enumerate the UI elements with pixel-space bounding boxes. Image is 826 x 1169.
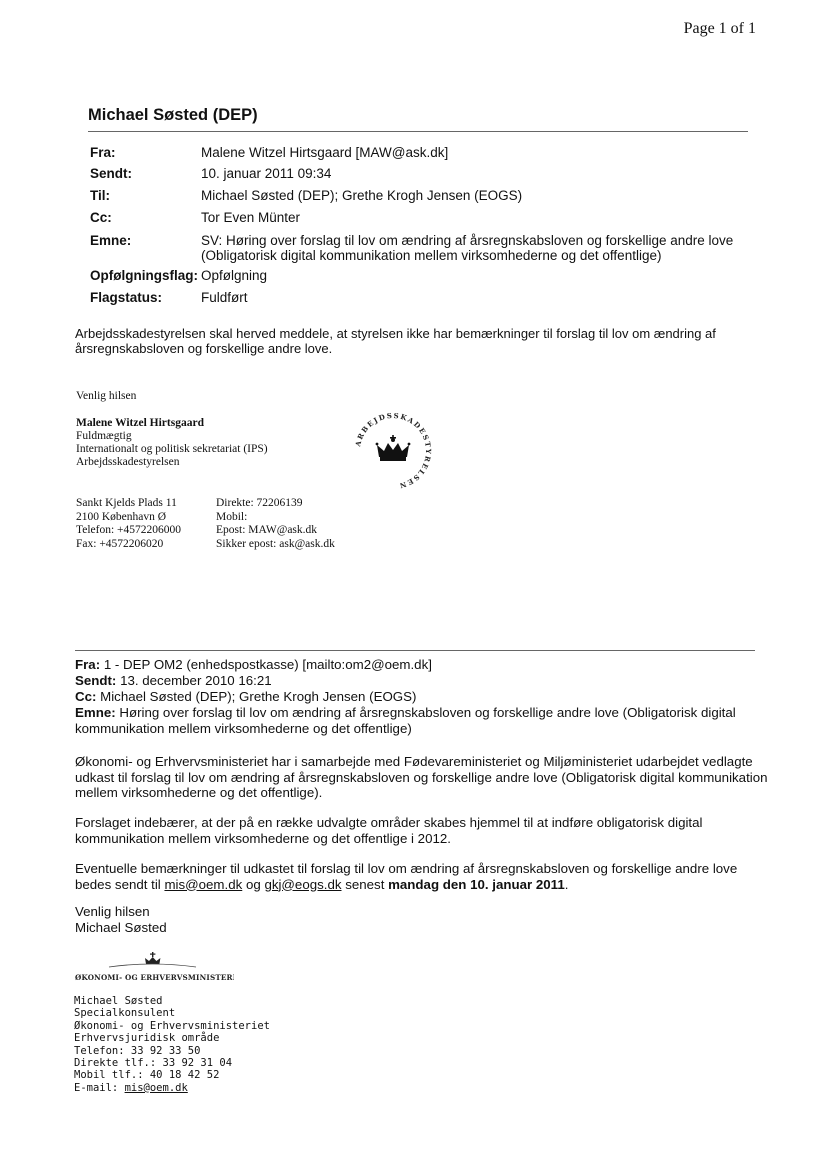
title-divider bbox=[88, 131, 748, 132]
forward-divider bbox=[75, 650, 755, 651]
followup-flag-label: Opfølgningsflag: bbox=[90, 268, 198, 283]
cc-label: Cc: bbox=[90, 210, 112, 225]
sig1-name: Malene Witzel Hirtsgaard bbox=[76, 417, 204, 429]
from-value: Malene Witzel Hirtsgaard [MAW@ask.dk] bbox=[201, 145, 449, 160]
sig2-direct: Direkte tlf.: 33 92 31 04 bbox=[74, 1057, 233, 1070]
fwd-p3-deadline: mandag den 10. januar 2011 bbox=[388, 876, 565, 892]
mailto-link-gkj[interactable]: gkj@eogs.dk bbox=[264, 876, 342, 892]
address-fax: Fax: +4572206020 bbox=[76, 537, 164, 550]
sig1-address bbox=[76, 497, 181, 551]
flag-status-label: Flagstatus: bbox=[90, 290, 163, 305]
address-city: 2100 København Ø bbox=[76, 510, 167, 523]
fwd-sent-label: Sendt: bbox=[75, 673, 117, 688]
fwd-from-line bbox=[75, 657, 775, 673]
sig1-title: Fuldmægtig bbox=[76, 430, 132, 442]
arbejdsskadestyrelsen-crown-logo bbox=[352, 413, 434, 489]
fwd-subject-label: Emne: bbox=[75, 705, 116, 720]
sig2-mobile: Mobil tlf.: 40 18 42 52 bbox=[74, 1069, 220, 1082]
page-number: Page 1 of 1 bbox=[683, 20, 756, 37]
svg-text:ARBEJDSSKADESTYRELSEN: ARBEJDSSKADESTYRELSEN bbox=[353, 413, 434, 489]
fwd-from-label: Fra: bbox=[75, 657, 101, 672]
address-street: Sankt Kjelds Plads 11 bbox=[76, 497, 177, 509]
address-phone: Telefon: +4572206000 bbox=[76, 524, 182, 536]
flag-status-value: Fuldført bbox=[201, 290, 248, 305]
contact-email: Epost: MAW@ask.dk bbox=[216, 524, 318, 536]
fwd-paragraph-2: Forslaget indebærer, at der på en række udvalgte områder skabes hjemmel til at indføre obligatorisk digital kommunikation mellem virksomhederne og det offentlige i 2012. bbox=[75, 815, 703, 846]
sig2-area: Erhvervsjuridisk område bbox=[74, 1032, 220, 1045]
fwd-p3-end: . bbox=[564, 876, 569, 892]
contact-secure-email: Sikker epost: ask@ask.dk bbox=[216, 537, 335, 550]
sig2-phone: Telefon: 33 92 33 50 bbox=[74, 1044, 201, 1057]
to-value: Michael Søsted (DEP); Grethe Krogh Jensen (EOGS) bbox=[201, 188, 523, 203]
svg-text:ØKONOMI- OG ERHVERVSMINISTERIE: ØKONOMI- OG ERHVERVSMINISTERIET bbox=[75, 973, 234, 982]
fwd-greeting: Venlig hilsen bbox=[75, 904, 150, 919]
subject-label: Emne: bbox=[90, 233, 132, 248]
fwd-signature bbox=[74, 995, 270, 1094]
to-label: Til: bbox=[90, 188, 110, 203]
sent-label: Sendt: bbox=[90, 166, 132, 181]
fwd-p3-og: og bbox=[242, 876, 265, 892]
sig2-name: Michael Søsted bbox=[74, 995, 163, 1007]
sent-value: 10. januar 2011 09:34 bbox=[201, 166, 332, 181]
fwd-subject-value: Høring over forslag til lov om ændring af årsregnskabsloven og forskellige andre love (Obligatorisk digital kommunikation mellem virksomhederne og det offentlige) bbox=[75, 705, 736, 736]
sig1-organization: Arbejdsskadestyrelsen bbox=[76, 456, 180, 468]
sig2-email-line bbox=[74, 1082, 270, 1094]
fwd-sent-line bbox=[75, 673, 775, 689]
sig2-email-label: E-mail: bbox=[74, 1081, 125, 1094]
fwd-from-value: 1 - DEP OM2 (enhedspostkasse) [mailto:om2@oem.dk] bbox=[103, 657, 432, 672]
contact-mobile: Mobil: bbox=[216, 510, 248, 523]
fwd-p3-text-a: Eventuelle bemærkninger til udkastet til forslag til lov om ændring af årsregnskabsloven og forskellige andre love bedes sendt til bbox=[75, 861, 738, 892]
ministry-logo bbox=[74, 948, 234, 984]
sig1-department: Internationalt og politisk sekretariat (IPS) bbox=[76, 443, 268, 455]
mailto-link-mis[interactable]: mis@oem.dk bbox=[164, 876, 243, 892]
fwd-cc-value: Michael Søsted (DEP); Grethe Krogh Jensen (EOGS) bbox=[100, 689, 417, 704]
fwd-paragraph-3 bbox=[75, 861, 775, 892]
fwd-cc-label: Cc: bbox=[75, 689, 97, 704]
subject-value: SV: Høring over forslag til lov om ændring af årsregnskabsloven og forskellige andre love (Obligatorisk digital kommunikation mellem virksomhederne og det offentlige) bbox=[201, 233, 734, 263]
from-label: Fra: bbox=[90, 145, 116, 160]
followup-flag-value: Opfølgning bbox=[201, 268, 268, 283]
cc-value: Tor Even Münter bbox=[201, 210, 301, 225]
sig1-contact bbox=[216, 497, 335, 551]
sig2-email-link[interactable]: mis@oem.dk bbox=[124, 1081, 188, 1094]
reply-body: Arbejdsskadestyrelsen skal herved meddele, at styrelsen ikke har bemærkninger til forslag til lov om ændring af årsregnskabsloven og forskellige andre love. bbox=[75, 326, 716, 356]
fwd-subject-line bbox=[75, 705, 775, 736]
sig2-title: Specialkonsulent bbox=[74, 1007, 176, 1020]
fwd-p3-text-b: senest bbox=[341, 876, 389, 892]
fwd-sent-value: 13. december 2010 16:21 bbox=[120, 673, 272, 688]
fwd-sender: Michael Søsted bbox=[75, 920, 167, 935]
sig1-greeting: Venlig hilsen bbox=[76, 390, 137, 402]
fwd-paragraph-1: Økonomi- og Erhvervsministeriet har i samarbejde med Fødevareministeriet og Miljøministeriet udarbejdet vedlagte udkast til forslag til lov om ændring af årsregnskabsloven og forskellige andre love (Obligatorisk digital kommunikation mellem virksomhederne og det offentlige). bbox=[75, 754, 768, 800]
email-title: Michael Søsted (DEP) bbox=[88, 106, 258, 124]
sig2-ministry: Økonomi- og Erhvervsministeriet bbox=[74, 1019, 270, 1032]
fwd-cc-line bbox=[75, 689, 775, 705]
contact-direct: Direkte: 72206139 bbox=[216, 497, 303, 509]
